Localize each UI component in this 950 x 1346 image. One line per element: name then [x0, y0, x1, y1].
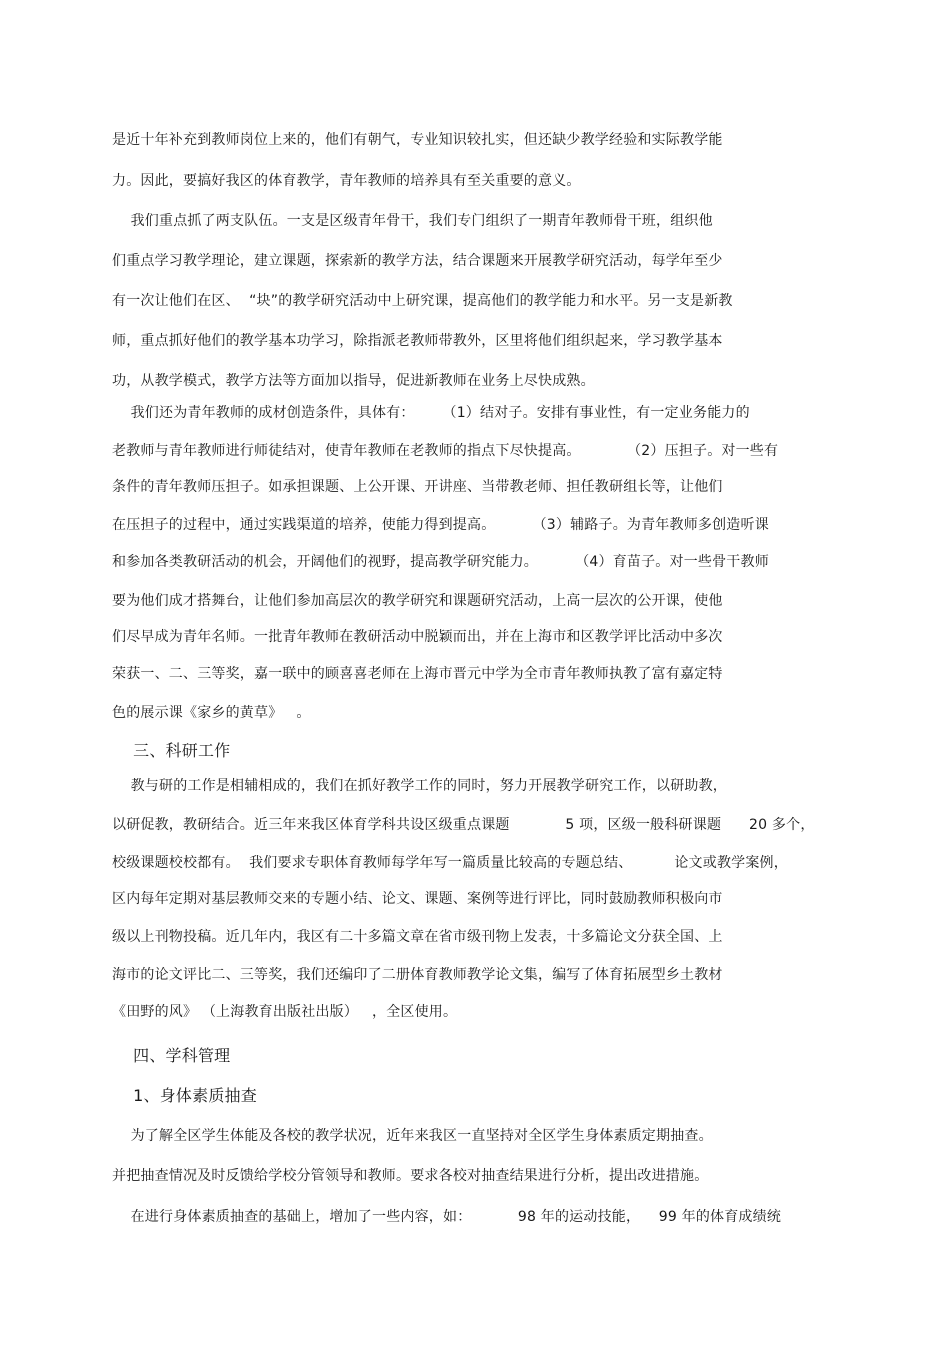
paragraph-line: 力。因此，要搞好我区的体育教学，青年教师的培养具有至关重要的意义。 — [112, 173, 581, 189]
paragraph-line: 校级课题校校都有。 我们要求专职体育教师每学年写一篇质量比较高的专题总结、 论文或教学案例， — [112, 855, 788, 871]
paragraph-line: 师，重点抓好他们的教学基本功学习，除指派老教师带教外，区里将他们组织起来，学习教学基本 — [112, 333, 723, 349]
paragraph-line: 和参加各类教研活动的机会，开阔他们的视野，提高教学研究能力。 （4）育苗子。对一些骨干教师 — [112, 554, 769, 570]
paragraph-line: 们重点学习教学理论，建立课题，探索新的教学方法，结合课题来开展教学研究活动，每学年至少 — [112, 253, 723, 269]
paragraph-line: 在进行身体素质抽查的基础上，增加了一些内容，如： 98 年的运动技能， 99 年的体育成绩统 — [112, 1209, 782, 1225]
paragraph-line: 区内每年定期对基层教师交来的专题小结、论文、课题、案例等进行评比，同时鼓励教师积极向市 — [112, 891, 723, 907]
paragraph-line: 色的展示课《家乡的黄草》 。 — [112, 705, 311, 721]
paragraph-line: 有一次让他们在区、 “块”的教学研究活动中上研究课，提高他们的教学能力和水平。另一支是新教 — [112, 293, 733, 309]
section-heading: 三、科研工作 — [112, 741, 231, 760]
paragraph-line: 以研促教，教研结合。近三年来我区体育学科共设区级重点课题 5 项，区级一般科研课题 20 多个， — [112, 817, 815, 833]
section-heading: 四、学科管理 — [112, 1046, 231, 1065]
paragraph-line: 老教师与青年教师进行师徒结对，使青年教师在老教师的指点下尽快提高。 （2）压担子。对一些有 — [112, 443, 779, 459]
paragraph-line: 是近十年补充到教师岗位上来的，他们有朝气，专业知识较扎实，但还缺少教学经验和实际教学能 — [112, 132, 723, 148]
paragraph-line: 们尽早成为青年名师。一批青年教师在教研活动中脱颖而出，并在上海市和区教学评比活动中多次 — [112, 629, 723, 645]
paragraph-line: 教与研的工作是相辅相成的，我们在抓好教学工作的同时，努力开展教学研究工作，以研助教， — [112, 778, 727, 794]
paragraph-line: 级以上刊物投稿。近几年内，我区有二十多篇文章在省市级刊物上发表，十多篇论文分获全国、上 — [112, 929, 723, 945]
paragraph-line: 在压担子的过程中，通过实践渠道的培养，使能力得到提高。 （3）辅路子。为青年教师多创造听课 — [112, 517, 769, 533]
paragraph-line: 海市的论文评比二、三等奖，我们还编印了二册体育教师教学论文集，编写了体育拓展型乡土教材 — [112, 967, 723, 983]
paragraph-line: 我们还为青年教师的成材创造条件，具体有： （1）结对子。安排有事业性，有一定业务能力的 — [112, 405, 750, 421]
paragraph-line: 条件的青年教师压担子。如承担课题、上公开课、开讲座、当带教老师、担任教研组长等，让他们 — [112, 479, 723, 495]
paragraph-line: 功，从教学模式，教学方法等方面加以指导，促进新教师在业务上尽快成熟。 — [112, 373, 595, 389]
paragraph-line: 我们重点抓了两支队伍。一支是区级青年骨干，我们专门组织了一期青年教师骨干班，组织他 — [112, 213, 713, 229]
paragraph-line: 并把抽查情况及时反馈给学校分管领导和教师。要求各校对抽查结果进行分析，提出改进措施。 — [112, 1168, 709, 1184]
paragraph-line: 为了解全区学生体能及各校的教学状况，近年来我区一直坚持对全区学生身体素质定期抽查。 — [112, 1128, 713, 1144]
subsection-heading: 1、身体素质抽查 — [112, 1086, 257, 1105]
paragraph-line: 《田野的风》 （上海教育出版社出版） ，全区使用。 — [112, 1004, 458, 1020]
paragraph-line: 荣获一、二、三等奖，嘉一联中的顾喜喜老师在上海市晋元中学为全市青年教师执教了富有嘉定特 — [112, 666, 723, 682]
paragraph-line: 要为他们成才搭舞台，让他们参加高层次的教学研究和课题研究活动，上高一层次的公开课，使他 — [112, 593, 723, 609]
